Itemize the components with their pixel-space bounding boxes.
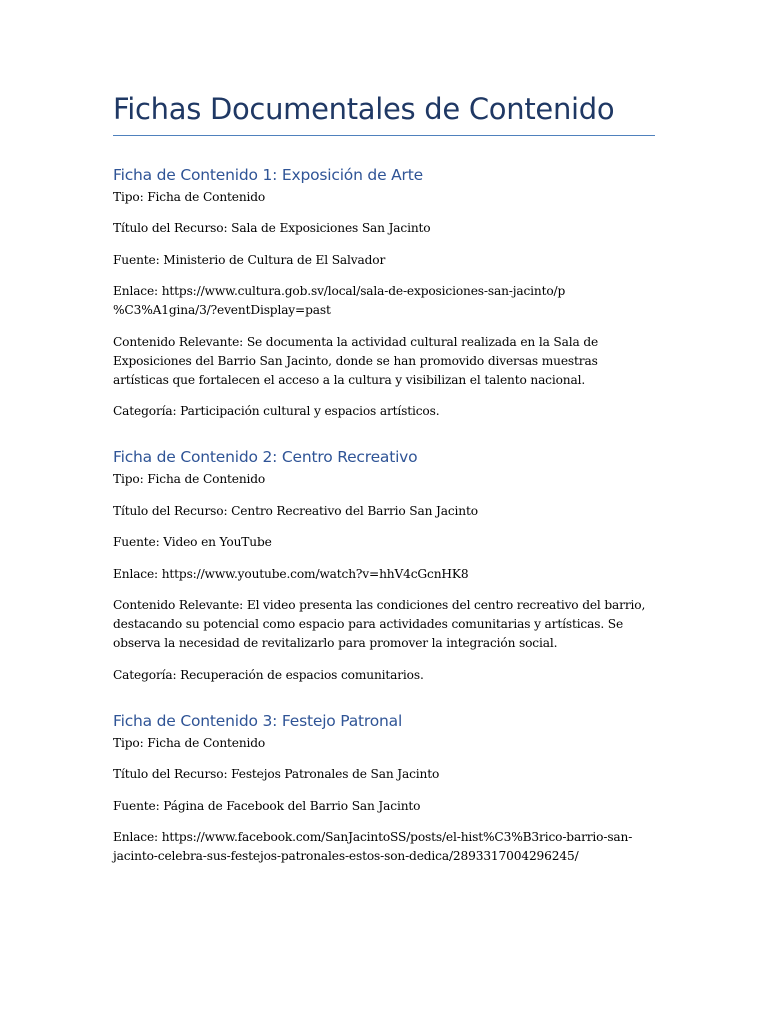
ficha-3-titulo: Título del Recurso: Festejos Patronales de San Jacinto — [113, 767, 440, 782]
ficha-1-enlace-line2: %C3%A1gina/3/?eventDisplay=past — [113, 303, 331, 318]
ficha-3-enlace — [113, 828, 655, 866]
ficha-3-tipo: Tipo: Ficha de Contenido — [113, 735, 266, 750]
ficha-3-enlace-line2: jacinto-celebra-sus-festejos-patronales-estos-son-dedica/2893317004296245/ — [113, 849, 579, 864]
ficha-3-fuente: Fuente: Página de Facebook del Barrio San Jacinto — [113, 798, 421, 813]
ficha-1-contenido: Contenido Relevante: Se documenta la actividad cultural realizada en la Sala de Exposiciones del Barrio San Jacinto, donde se han promovido diversas muestras artísticas que fortalecen el acceso a la cultura y visibilizan el talento nacional. — [113, 334, 599, 387]
ficha-1-titulo: Título del Recurso: Sala de Exposiciones San Jacinto — [113, 221, 431, 236]
ficha-1-fuente: Fuente: Ministerio de Cultura de El Salvador — [113, 252, 386, 267]
ficha-1-categoria: Categoría: Participación cultural y espacios artísticos. — [113, 404, 440, 419]
ficha-2-contenido: Contenido Relevante: El video presenta las condiciones del centro recreativo del barrio, destacando su potencial como espacio para actividades comunitarias y artísticas. Se observa la necesidad de revitalizarlo para promover la integración social. — [113, 598, 646, 651]
ficha-1-enlace-line1: Enlace: https://www.cultura.gob.sv/local/sala-de-exposiciones-san-jacinto/p — [113, 284, 566, 299]
ficha-2-heading: Ficha de Contenido 2: Centro Recreativo — [113, 448, 418, 467]
document-title: Fichas Documentales de Contenido — [113, 92, 615, 126]
ficha-3-heading: Ficha de Contenido 3: Festejo Patronal — [113, 711, 403, 730]
ficha-2-categoria: Categoría: Recuperación de espacios comunitarios. — [113, 667, 424, 682]
ficha-1-tipo: Tipo: Ficha de Contenido — [113, 189, 266, 204]
ficha-1-heading: Ficha de Contenido 1: Exposición de Arte — [113, 165, 423, 184]
ficha-2-enlace: Enlace: https://www.youtube.com/watch?v=hhV4cGcnHK8 — [113, 566, 469, 581]
document-page — [113, 92, 655, 879]
ficha-2 — [113, 447, 655, 685]
ficha-3 — [113, 711, 655, 867]
ficha-1-enlace — [113, 282, 655, 320]
ficha-2-titulo: Título del Recurso: Centro Recreativo del Barrio San Jacinto — [113, 503, 478, 518]
ficha-1 — [113, 165, 655, 422]
title-underline — [113, 135, 655, 136]
ficha-3-enlace-line1: Enlace: https://www.facebook.com/SanJacintoSS/posts/el-hist%C3%B3rico-barrio-san- — [113, 830, 633, 845]
ficha-2-tipo: Tipo: Ficha de Contenido — [113, 472, 266, 487]
ficha-2-fuente: Fuente: Video en YouTube — [113, 535, 272, 550]
